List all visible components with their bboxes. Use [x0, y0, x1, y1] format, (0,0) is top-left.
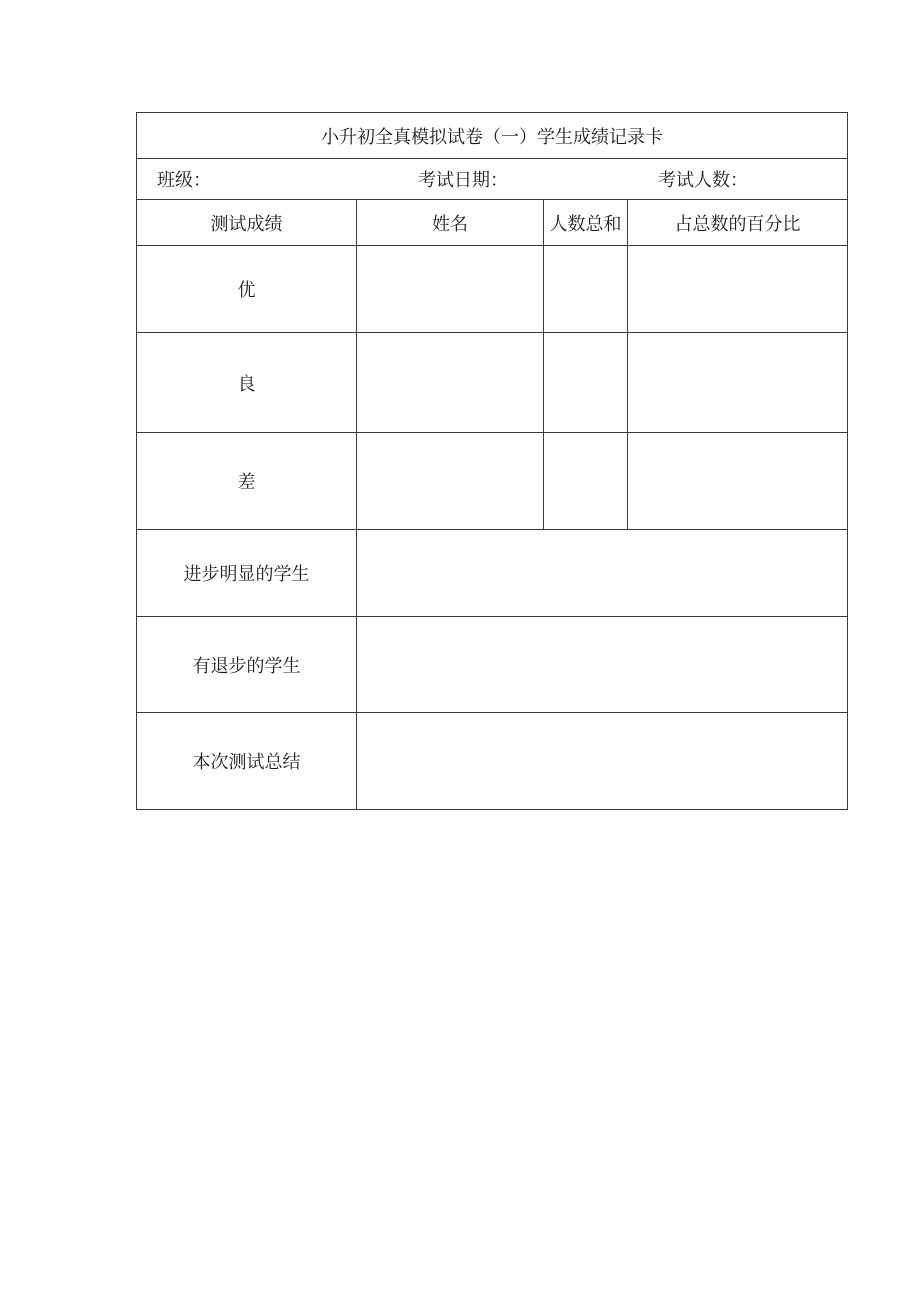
grade-row-poor	[137, 433, 848, 530]
header-total: 人数总和	[544, 200, 628, 246]
grade-row-excellent	[137, 246, 848, 333]
header-score: 测试成绩	[137, 200, 357, 246]
header-row	[137, 200, 848, 246]
total-cell	[544, 433, 628, 530]
names-cell	[357, 433, 544, 530]
title-row	[137, 113, 848, 159]
summary-label: 有退步的学生	[137, 617, 357, 713]
summary-content-cell	[357, 530, 848, 617]
summary-content-cell	[357, 617, 848, 713]
percent-cell	[628, 433, 848, 530]
summary-label: 进步明显的学生	[137, 530, 357, 617]
percent-cell	[628, 246, 848, 333]
summary-content-cell	[357, 713, 848, 810]
percent-cell	[628, 333, 848, 433]
total-cell	[544, 333, 628, 433]
summary-row-improved	[137, 530, 848, 617]
summary-label: 本次测试总结	[137, 713, 357, 810]
info-row	[137, 159, 848, 200]
grade-label: 优	[137, 246, 357, 333]
exam-count-label: 考试人数：	[658, 170, 748, 190]
grade-label: 良	[137, 333, 357, 433]
info-cell	[137, 159, 848, 200]
exam-date-label: 考试日期：	[418, 170, 508, 190]
grade-label: 差	[137, 433, 357, 530]
class-label: 班级：	[157, 170, 211, 190]
summary-row-declined	[137, 617, 848, 713]
total-cell	[544, 246, 628, 333]
header-percent: 占总数的百分比	[628, 200, 848, 246]
score-record-table	[136, 112, 848, 810]
names-cell	[357, 246, 544, 333]
names-cell	[357, 333, 544, 433]
grade-row-good	[137, 333, 848, 433]
header-name: 姓名	[357, 200, 544, 246]
document-title: 小升初全真模拟试卷（一）学生成绩记录卡	[137, 113, 848, 159]
summary-row-conclusion	[137, 713, 848, 810]
